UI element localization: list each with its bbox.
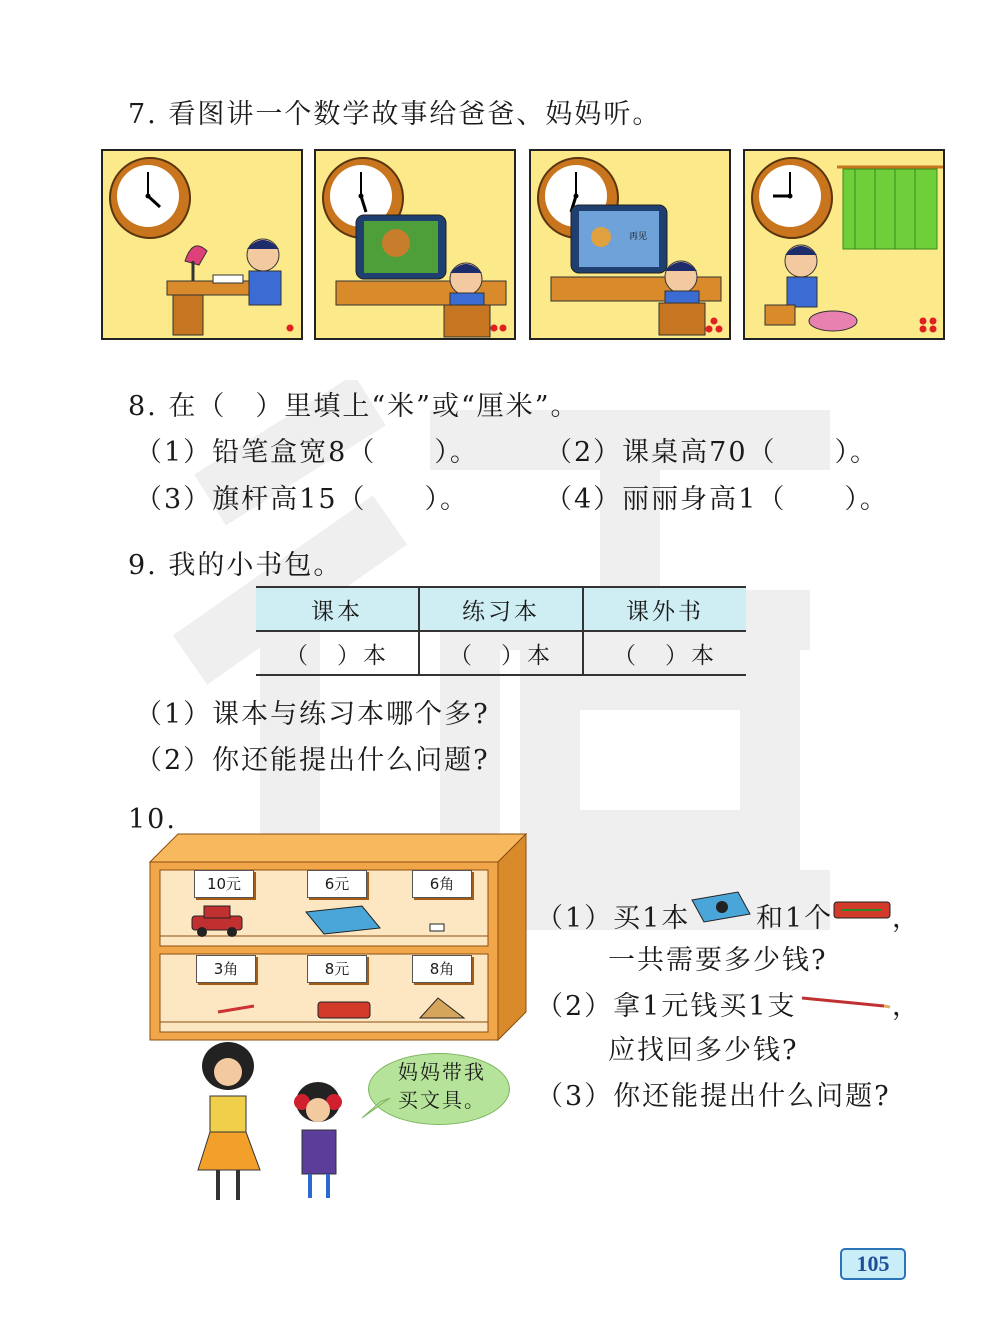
q9-question-1: （1）课本与练习本哪个多? (135, 699, 490, 730)
four-dots-icon (919, 317, 937, 333)
q8-item-4: （4）丽丽身高1（ ）。 (545, 484, 889, 515)
price-tag: 3角 (196, 955, 256, 983)
clock-icon (751, 157, 833, 239)
story-panel-4 (743, 149, 945, 340)
price-tag: 8角 (412, 955, 472, 983)
table-cell: （ ）本 (256, 631, 419, 675)
q10-number: 10. (128, 804, 177, 835)
q8-title: 8. 在（ ）里填上“米”或“厘米”。 (128, 391, 580, 422)
q10-q2-part-a: （2）拿1元钱买1支 (536, 991, 797, 1022)
q10-q1-part-c: ， (892, 903, 921, 934)
q10-q1-line2: 一共需要多少钱? (608, 945, 828, 976)
tv-and-boy-icon (316, 181, 516, 340)
q10-q2-part-b: ， (892, 991, 921, 1022)
price-tag: 10元 (194, 870, 254, 898)
schoolbag-table (256, 586, 746, 676)
q8-item-3: （3）旗杆高15（ ）。 (135, 484, 470, 515)
q8-item-2: （2）课桌高70（ ）。 (545, 437, 880, 468)
boy-studying-icon (163, 231, 303, 340)
q7-title: 7. 看图讲一个数学故事给爸爸、妈妈听。 (128, 99, 662, 130)
q10-q1-part-a: （1）买1本 (536, 903, 691, 934)
clock-icon (109, 157, 191, 239)
two-dots-icon (490, 323, 508, 333)
q9-question-2: （2）你还能提出什么问题? (135, 745, 490, 776)
speech-bubble-text: 妈妈带我买文具。 (398, 1060, 486, 1112)
price-tag: 6元 (307, 870, 367, 898)
pencil-case-icon (832, 896, 892, 924)
mother-and-daughter-icon (178, 1040, 378, 1210)
pencil-icon (800, 994, 892, 1010)
table-header-cell: 课本 (256, 587, 419, 631)
price-tag: 6角 (412, 870, 472, 898)
price-tag: 8元 (307, 955, 367, 983)
boy-washing-feet-icon (755, 239, 875, 339)
speech-tail-icon (362, 1098, 392, 1120)
story-panel-3 (529, 149, 731, 340)
table-header-cell: 课外书 (583, 587, 746, 631)
story-panel-2 (314, 149, 516, 340)
q10-q1-part-b: 和1个 (756, 903, 834, 934)
q9-title: 9. 我的小书包。 (128, 550, 343, 581)
q10-q3: （3）你还能提出什么问题? (536, 1081, 891, 1112)
shelf-icon (148, 832, 528, 1042)
storybook-icon (690, 890, 752, 924)
table-header-row (256, 587, 746, 631)
table-row (256, 631, 746, 675)
q8-item-1: （1）铅笔盒宽8（ ）。 (135, 437, 479, 468)
table-cell: （ ）本 (419, 631, 583, 675)
q10-q2-line2: 应找回多少钱? (608, 1035, 799, 1066)
story-panel-1 (101, 149, 303, 340)
three-dots-icon (705, 317, 723, 333)
table-cell: （ ）本 (583, 631, 746, 675)
table-header-cell: 练习本 (419, 587, 583, 631)
page-number: 105 (840, 1248, 906, 1280)
one-dot-icon (285, 323, 295, 333)
tv-screen-text: 再见 (629, 232, 648, 242)
tv-and-boy-icon (531, 181, 731, 340)
